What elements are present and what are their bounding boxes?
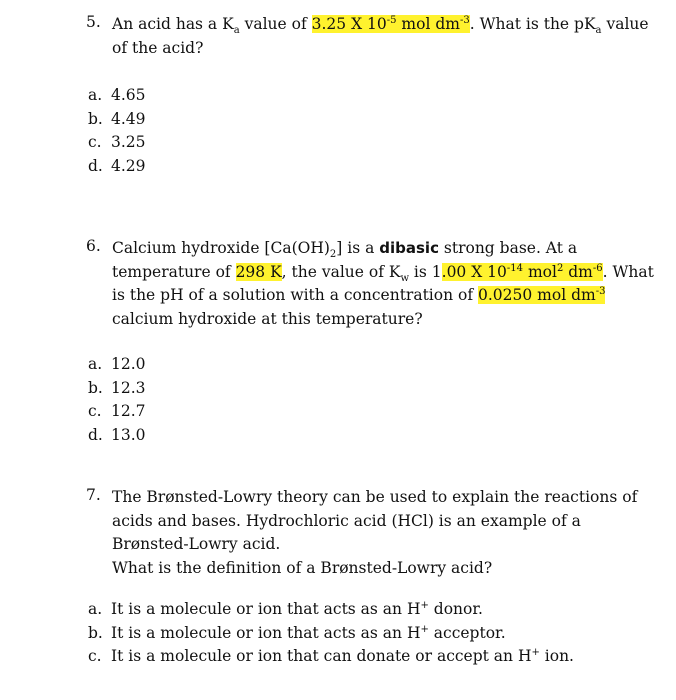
question-6	[86, 237, 656, 331]
answer-option[interactable]: c. 3.25	[88, 133, 146, 151]
answer-option[interactable]: d. 4.29	[88, 156, 146, 175]
question-number: 6.	[86, 237, 101, 255]
answer-option[interactable]: a. 12.0	[88, 355, 146, 373]
answer-option[interactable]: d. 13.0	[88, 425, 146, 444]
highlighted-temperature: 298 K	[235, 262, 282, 281]
question-text: An acid has a $K_a$ value of 3.25 X $10^{-5}$ mol $dm^{-3}$. What is the $pK_a$ value of the acid?	[112, 14, 649, 57]
question-7	[86, 486, 656, 580]
answer-option[interactable]: a. 4.65	[88, 86, 146, 104]
highlighted-concentration: 0.0250 mol $dm^{-3}$	[478, 285, 606, 304]
highlighted-value: 3.25 X $10^{-5}$ mol $dm^{-3}$	[311, 14, 470, 33]
answer-option[interactable]: b. 12.3	[88, 378, 146, 397]
highlighted-kw: .00 X $10^{-14}$ mol$^2$ $dm^{-6}$	[441, 262, 603, 281]
answer-option[interactable]: c. 12.7	[88, 402, 146, 420]
question-number: 7.	[86, 486, 101, 504]
answer-option[interactable]: c. It is a molecule or ion that can donate or accept an H+ ion.	[88, 646, 574, 665]
question-5	[86, 13, 656, 60]
answer-option[interactable]: b. 4.49	[88, 109, 146, 128]
question-text: The Brønsted-Lowry theory can be used to explain the reactions of acids and bases. Hydrochloric acid (HCl) is an example of a Brønsted-Lowry acid. What is the definition of a Brønsted-Lowry acid?	[112, 488, 638, 577]
answer-option[interactable]: a. It is a molecule or ion that acts as an H+ donor.	[88, 599, 483, 618]
answer-option[interactable]: b. It is a molecule or ion that acts as an H+ acceptor.	[88, 623, 506, 642]
question-6-options	[88, 353, 146, 447]
question-5-options	[88, 84, 146, 178]
question-7-options	[88, 598, 574, 669]
question-number: 5.	[86, 13, 101, 31]
question-text: Calcium hydroxide $[Ca(OH)_2]$ is a dibasic strong base. At a temperature of 298 K, the value of $K_w$ is 1.00 X $10^{-14}$ mol$^2$ $dm^{-6}$. What is the pH of a solution with a concentration of 0.0250 mol $dm^{-3}$ calcium hydroxide at this temperature?	[112, 239, 654, 328]
